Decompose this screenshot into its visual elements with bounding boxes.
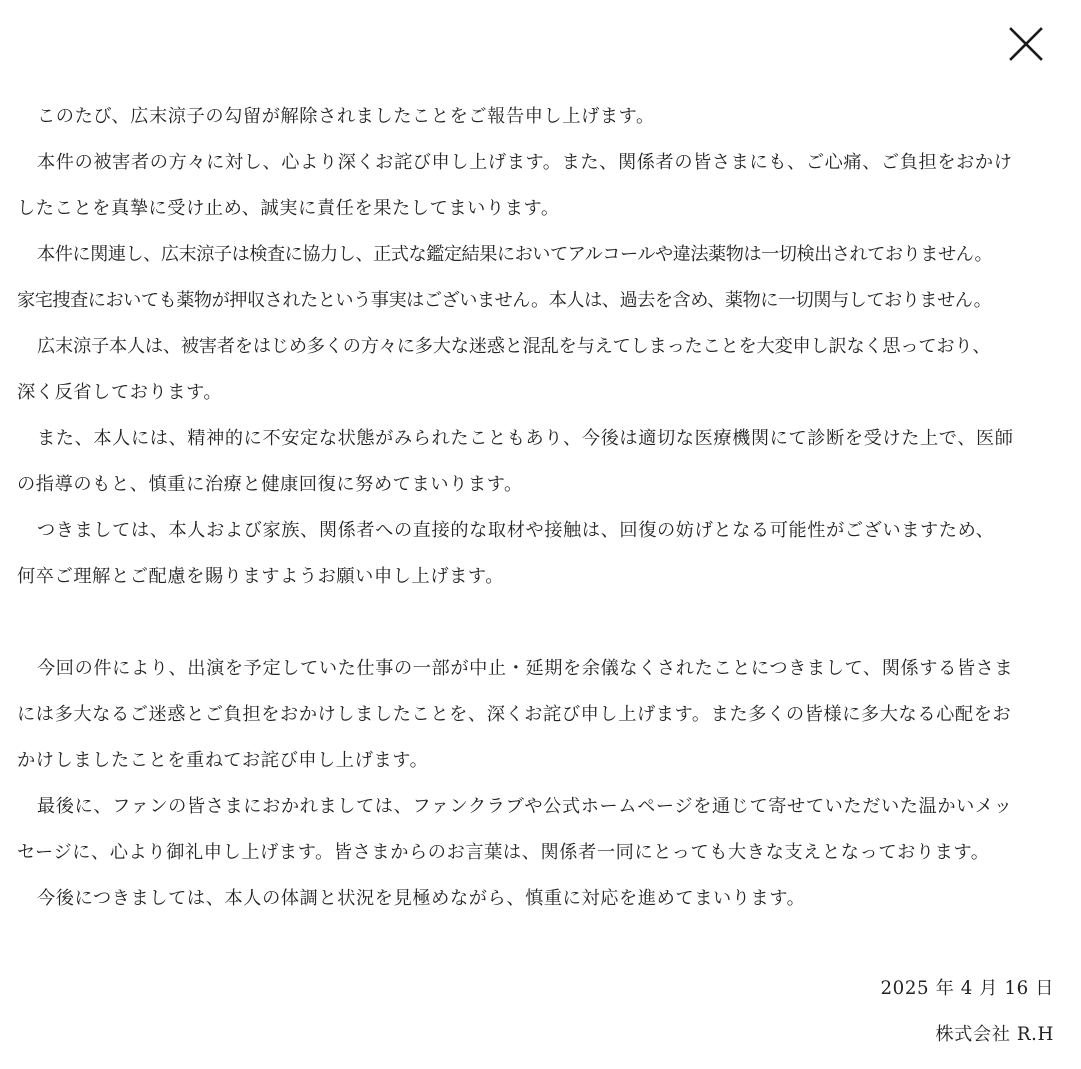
statement-date: 2025 年 4 月 16 日 (880, 978, 1054, 999)
statement-line: には多大なるご迷惑とご負担をおかけしましたことを、深くお詫び申し上げます。また多くの皆様に多大なる心配をお (17, 704, 1012, 725)
statement-line: 家宅捜査においても薬物が押収されたという事実はございません。本人は、過去を含め、薬物に一切関与しておりません。 (17, 290, 992, 311)
statement-body (17, 94, 1059, 922)
statement-line: 本件の被害者の方々に対し、心より深くお詫び申し上げます。また、関係者の皆さまにも、ご心痛、ご負担をおかけ (37, 152, 1013, 173)
statement-line: つきましては、本人および家族、関係者への直接的な取材や接触は、回復の妨げとなる可能性がございますため、 (37, 520, 995, 541)
statement-line: 今回の件により、出演を予定していた仕事の一部が中止・延期を余儀なくされたことにつきまして、関係する皆さま (37, 658, 1014, 679)
statement-line: 深く反省しております。 (17, 382, 223, 403)
statement-line: の指導のもと、慎重に治療と健康回復に努めてまいります。 (17, 474, 523, 495)
close-x-icon (1006, 24, 1046, 64)
paragraph-spacer (17, 600, 1059, 646)
statement-line: 今後につきましては、本人の体調と状況を見極めながら、慎重に対応を進めてまいります。 (37, 888, 806, 909)
statement-line: かけしましたことを重ねてお詫び申し上げます。 (17, 750, 429, 771)
statement-line: セージに、心より御礼申し上げます。皆さまからのお言葉は、関係者一同にとっても大きな支えとなっております。 (17, 842, 990, 863)
close-button[interactable] (1006, 24, 1046, 64)
statement-line: このたび、広末涼子の勾留が解除されましたことをご報告申し上げます。 (37, 106, 655, 127)
signature-block (881, 966, 1054, 1058)
statement-line: 最後に、ファンの皆さまにおかれましては、ファンクラブや公式ホームページを通じて寄せていただいた温かいメッ (37, 796, 1013, 817)
statement-line: また、本人には、精神的に不安定な状態がみられたこともあり、今後は適切な医療機関にて診断を受けた上で、医師 (37, 428, 1014, 449)
company-name: 株式会社 R.H (935, 1024, 1054, 1045)
statement-line: 何卒ご理解とご配慮を賜りますようお願い申し上げます。 (17, 566, 505, 587)
statement-line: 本件に関連し、広末涼子は検査に協力し、正式な鑑定結果においてアルコールや違法薬物は一切検出されておりません。 (37, 244, 993, 265)
statement-line: 広末涼子本人は、被害者をはじめ多くの方々に多大な迷惑と混乱を与えてしまったことを大変申し訳なく思っており、 (37, 336, 991, 357)
statement-line: したことを真摯に受け止め、誠実に責任を果たしてまいります。 (17, 198, 560, 219)
